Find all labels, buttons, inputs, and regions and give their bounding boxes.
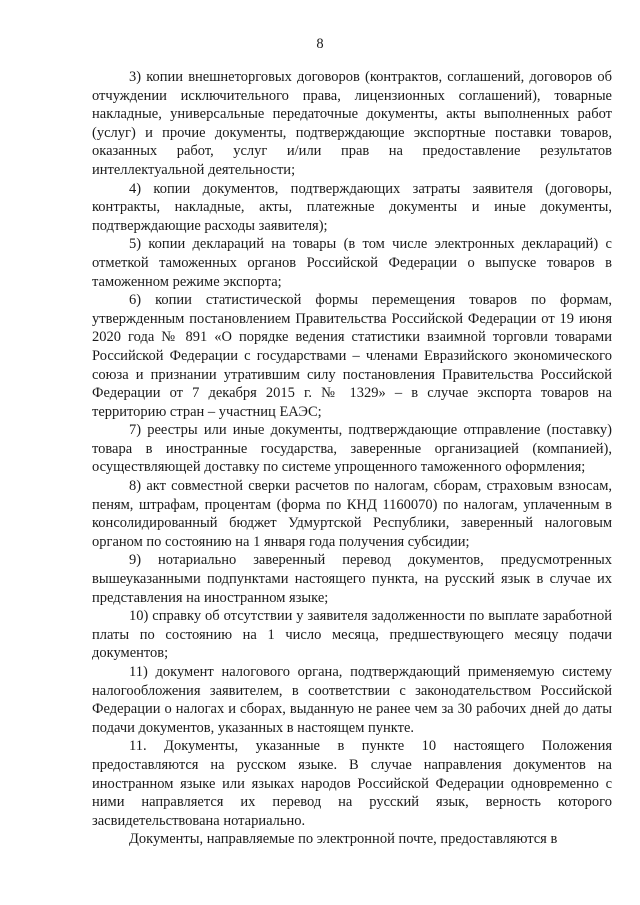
paragraph-item-10: 10) справку об отсутствии у заявителя задолженности по выплате заработной платы по состоянию на 1 число месяца, предшествующего месяцу подачи документов; xyxy=(92,608,612,662)
document-body xyxy=(92,68,612,849)
paragraph-item-6: 6) копии статистической формы перемещения товаров по формам, утвержденным постановлением Правительства Российской Федерации от 19 июня 2020 года № 891 «О порядке ведения статистики взаимной торговли товарами Российской Федерации с государствами – членами Евразийского экономического союза и признании утратившим силу постановления Правительства Российской Федерации от 7 декабря 2015 г. № 1329» – в случае экспорта товаров на территорию стран – участниц ЕАЭС; xyxy=(92,292,612,420)
paragraph-item-7: 7) реестры или иные документы, подтверждающие отправление (поставку) товара в иностранные государства, заверенные организацией (компанией), осуществляющей доставку по системе упрощенного таможенного оформления; xyxy=(92,422,612,476)
paragraph-item-11: 11) документ налогового органа, подтверждающий применяемую систему налогообложения заявителем, в соответствии с законодательством Российской Федерации о налогах и сборах, выданную не ранее чем за 30 рабочих дней до даты подачи документов, указанных в настоящем пункте. xyxy=(92,664,612,736)
page-number: 8 xyxy=(316,36,324,52)
paragraph-section-11: 11. Документы, указанные в пункте 10 настоящего Положения предоставляются на русском языке. В случае направления документов на иностранном языке или языках народов Российской Федерации одновременно с ними направляется их перевод на русский язык, верность которого засвидетельствована нотариально. xyxy=(92,738,612,829)
paragraph-item-8: 8) акт совместной сверки расчетов по налогам, сборам, страховым взносам, пеням, штрафам, процентам (форма по КНД 1160070) по налогам, уплаченным в консолидированный бюджет Удмуртской Республики, заверенный налоговым органом по состоянию на 1 января года получения субсидии; xyxy=(92,478,612,550)
paragraph-item-5: 5) копии деклараций на товары (в том числе электронных деклараций) с отметкой таможенных органов Российской Федерации о выпуске товаров в таможенном режиме экспорта; xyxy=(92,236,612,290)
paragraph-item-4: 4) копии документов, подтверждающих затраты заявителя (договоры, контракты, накладные, акты, платежные документы и иные документы, подтверждающие расходы заявителя); xyxy=(92,180,612,234)
paragraph-email-documents: Документы, направляемые по электронной почте, предоставляются в xyxy=(129,831,558,848)
paragraph-item-9: 9) нотариально заверенный перевод документов, предусмотренных вышеуказанными подпунктами настоящего пункта, на русский язык в случае их представления на иностранном языке; xyxy=(92,552,612,606)
paragraph-item-3: 3) копии внешнеторговых договоров (контрактов, соглашений, договоров об отчуждении исключительного права, лицензионных соглашений), товарные накладные, универсальные передаточные документы, акты выполненных работ (услуг) и прочие документы, подтверждающие экспортные поставки товаров, оказанных работ, услуг и/или прав на предоставление результатов интеллектуальной деятельности; xyxy=(92,69,612,178)
